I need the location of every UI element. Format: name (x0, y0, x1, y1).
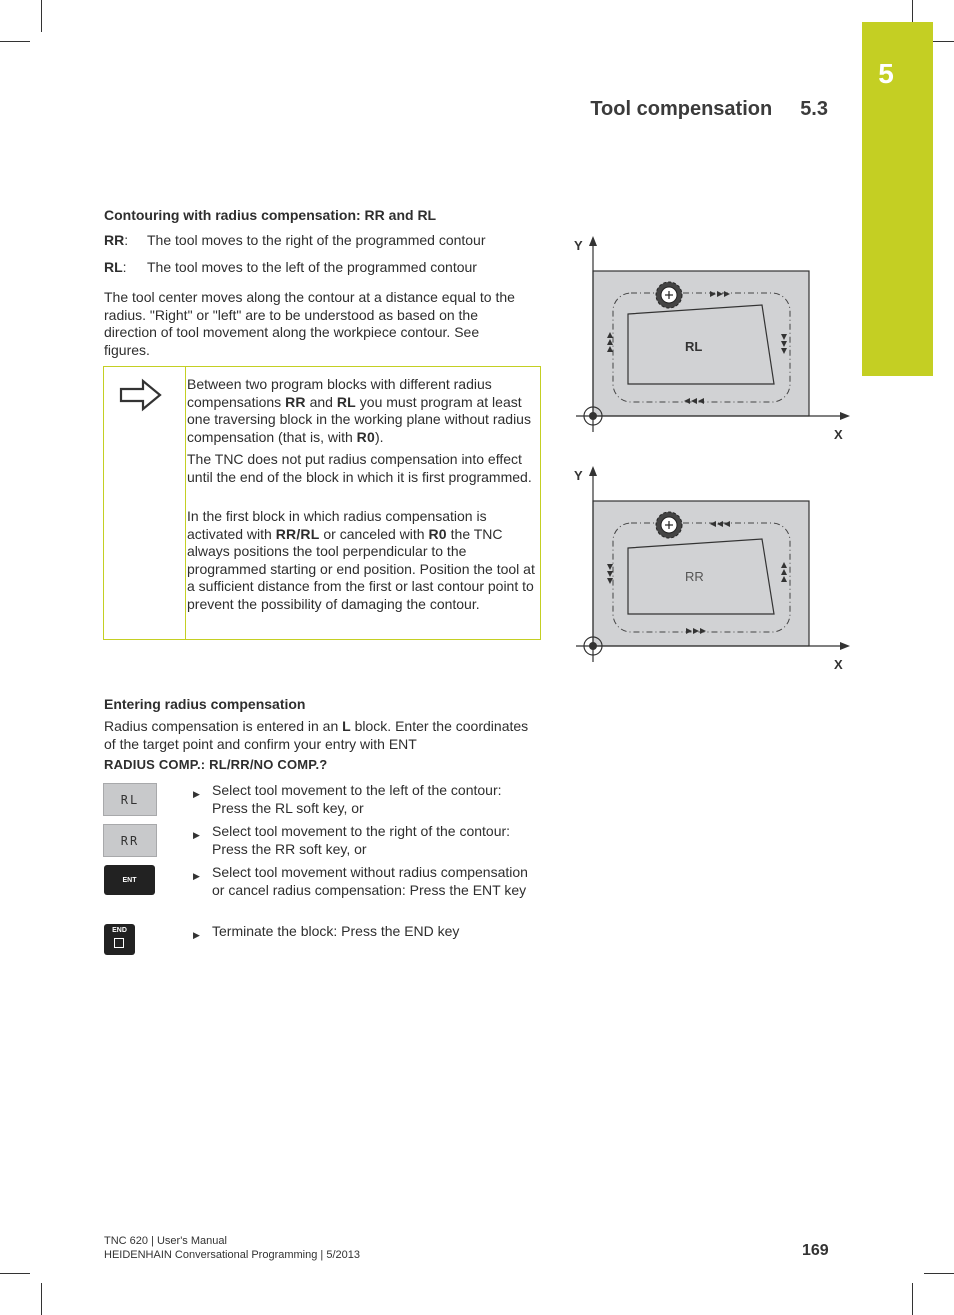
definition-rr-text: The tool moves to the right of the programmed contour (147, 232, 486, 248)
triangle-bullet-icon: ▶ (193, 789, 200, 799)
crop-mark (41, 1283, 42, 1315)
step-item: ▶ Select tool movement without radius compensation or cancel radius compensation: Press the ENT key (193, 864, 528, 898)
x-axis-label: X (834, 427, 843, 442)
section-title: Tool compensation (590, 98, 773, 120)
section-heading: Contouring with radius compensation: RR and RL (104, 207, 437, 223)
section-number: 5.3 (800, 98, 828, 120)
triangle-bullet-icon: ▶ (193, 930, 200, 940)
arrow-right-icon (119, 378, 163, 412)
tool-icon (656, 512, 682, 538)
x-axis-label: X (834, 657, 843, 672)
end-key[interactable]: END (104, 924, 135, 955)
entry-paragraph: Radius compensation is entered in an L block. Enter the coordinates of the target point and confirm your entry with ENT (104, 718, 529, 752)
dialog-prompt: RADIUS COMP.: RL/RR/NO COMP.? (104, 757, 328, 772)
triangle-bullet-icon: ▶ (193, 871, 200, 881)
step-item: ▶ Select tool movement to the right of the contour: Press the RR soft key, or (193, 823, 511, 857)
rl-softkey[interactable]: RL (103, 783, 157, 816)
figure-rr (568, 462, 854, 674)
crop-mark (0, 41, 30, 42)
crop-mark (924, 1273, 954, 1274)
definition-rr: RR: (104, 232, 129, 248)
definition-rl-text: The tool moves to the left of the programmed contour (147, 259, 477, 275)
footer: TNC 620 | User's Manual HEIDENHAIN Conversational Programming | 5/2013 (104, 1235, 360, 1261)
intro-paragraph: The tool center moves along the contour at a distance equal to the radius. "Right" or "left" are to be understood as based on the direction of tool movement along the workpiece contour. See figures. (104, 289, 515, 358)
note-paragraph-2: The TNC does not put radius compensation into effect until the end of the block in which it is first programmed. (187, 451, 532, 485)
step-item: ▶ Terminate the block: Press the END key (193, 923, 538, 941)
step-item: ▶ Select tool movement to the left of the contour: Press the RL soft key, or (193, 782, 502, 816)
note-paragraph-3: In the first block in which radius compensation is activated with RR/RL or canceled with R0 the TNC always positions the tool perpendicular to the programmed starting or end position. Position the tool at a sufficient distance from the first or last contour point to prevent the possibility of damaging the contour. (187, 508, 535, 612)
chapter-number: 5 (878, 58, 894, 89)
page-number: 169 (802, 1242, 829, 1259)
crop-mark (912, 1283, 913, 1315)
section-heading: Entering radius compensation (104, 696, 306, 712)
triangle-bullet-icon: ▶ (193, 830, 200, 840)
y-axis-label: Y (574, 238, 583, 253)
crop-mark (0, 1273, 30, 1274)
rr-softkey[interactable]: RR (103, 824, 157, 857)
note-paragraph-1: Between two program blocks with different radius compensations RR and RL you must program at least one traversing block in the working plane without radius compensation (that is, with R0). (187, 376, 531, 445)
contour-label: RL (685, 339, 703, 354)
crop-mark (912, 0, 913, 22)
figure-rl (568, 232, 854, 444)
y-axis-label: Y (574, 468, 583, 483)
end-square-icon (114, 938, 124, 948)
definition-rl: RL: (104, 259, 127, 275)
crop-mark (41, 0, 42, 32)
note-divider (185, 367, 186, 639)
contour-label: RR (685, 569, 704, 584)
running-head (590, 98, 828, 121)
ent-key[interactable]: ENT (104, 865, 155, 895)
tool-icon (656, 282, 682, 308)
